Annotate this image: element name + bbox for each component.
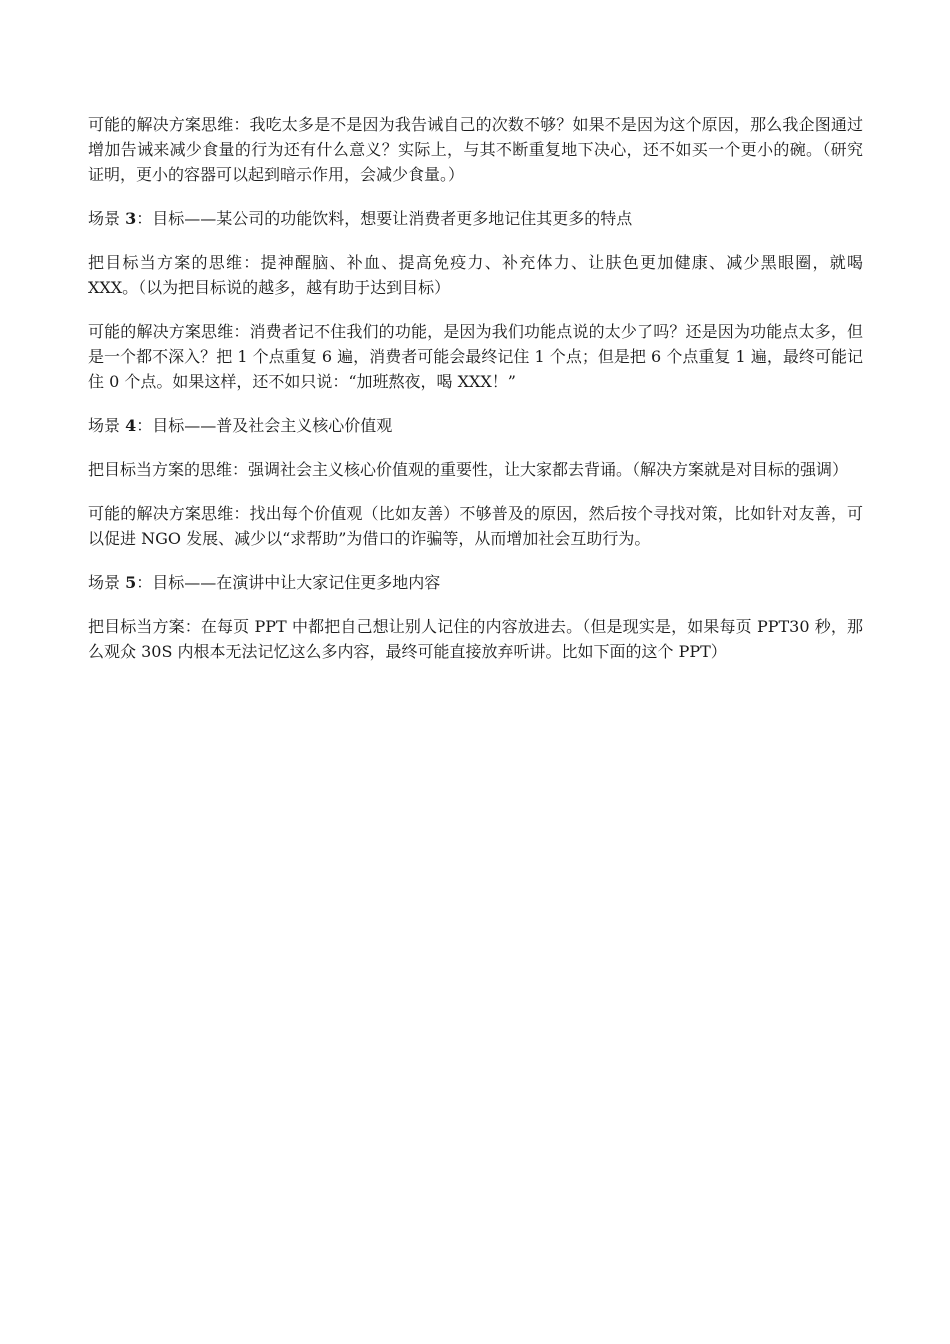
scene-heading-3 xyxy=(88,206,863,231)
paragraph-goal-as-solution-3: 把目标当方案的思维：提神醒脑、补血、提高免疫力、补充体力、让肤色更加健康、减少黑眼圈，就喝 XXX。（以为把目标说的越多，越有助于达到目标） xyxy=(88,253,863,297)
scene-prefix: 场景 xyxy=(88,416,126,435)
document-page xyxy=(88,112,863,683)
scene-number: 5 xyxy=(125,573,137,592)
scene-heading-5 xyxy=(88,570,863,595)
paragraph-solution-thinking-4: 可能的解决方案思维：找出每个价值观（比如友善）不够普及的原因，然后按个寻找对策，比如针对友善，可以促进 NGO 发展、减少以“求帮助”为借口的诈骗等，从而增加社会互助行为。 xyxy=(88,504,863,548)
scene-goal: ：目标——普及社会主义核心价值观 xyxy=(136,416,393,435)
scene-prefix: 场景 xyxy=(88,209,126,228)
scene-prefix: 场景 xyxy=(88,573,126,592)
scene-number: 3 xyxy=(125,209,137,228)
paragraph-solution-thinking-3: 可能的解决方案思维：消费者记不住我们的功能，是因为我们功能点说的太少了吗？还是因为功能点太多，但是一个都不深入？把 1 个点重复 6 遍，消费者可能会最终记住 1 个点；但是把 6 个点重复 1 遍，最终可能记住 0 个点。如果这样，还不如只说：“加班熬夜，喝 XXX！” xyxy=(88,322,863,391)
paragraph-goal-as-solution-4: 把目标当方案的思维：强调社会主义核心价值观的重要性，让大家都去背诵。（解决方案就是对目标的强调） xyxy=(88,460,849,479)
scene-number: 4 xyxy=(125,416,137,435)
paragraph-goal-as-solution-5: 把目标当方案：在每页 PPT 中都把自己想让别人记住的内容放进去。（但是现实是，如果每页 PPT30 秒，那么观众 30S 内根本无法记忆这么多内容，最终可能直接放弃听讲。比如下面的这个 PPT） xyxy=(88,617,863,661)
paragraph-solution-thinking-1: 可能的解决方案思维：我吃太多是不是因为我告诫自己的次数不够？如果不是因为这个原因，那么我企图通过增加告诫来减少食量的行为还有什么意义？实际上，与其不断重复地下决心，还不如买一个更小的碗。（研究证明，更小的容器可以起到暗示作用，会减少食量。） xyxy=(88,115,863,184)
scene-goal: ：目标——在演讲中让大家记住更多地内容 xyxy=(136,573,441,592)
scene-heading-4 xyxy=(88,413,863,438)
scene-goal: ：目标——某公司的功能饮料，想要让消费者更多地记住其更多的特点 xyxy=(136,209,633,228)
